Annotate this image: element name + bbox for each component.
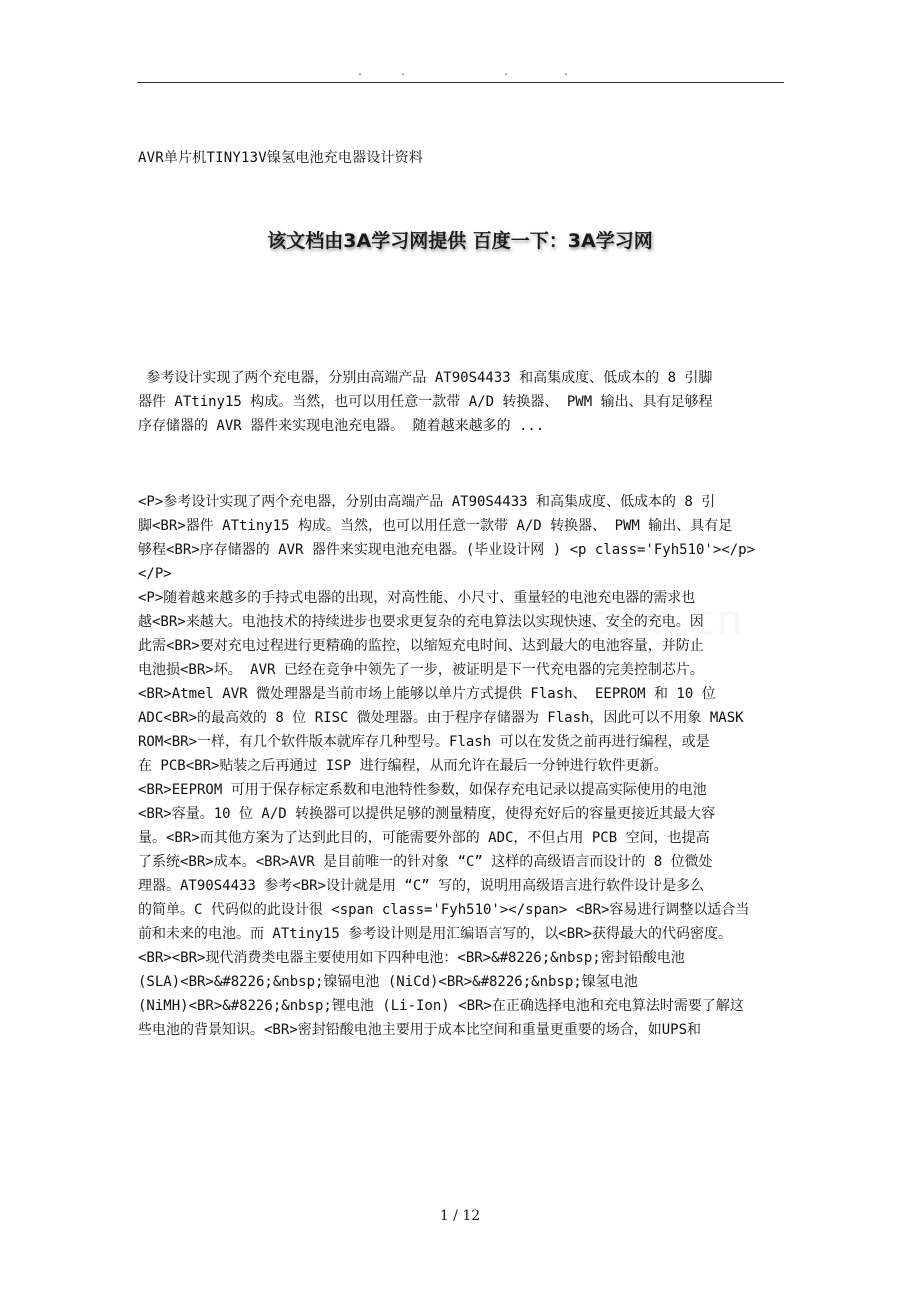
body-line: 电池损<BR>坏。 AVR 已经在竞争中领先了一步，被证明是下一代充电器的完美控制芯片。 [138,662,704,678]
body-line: 了系统<BR>成本。<BR>AVR 是目前唯一的针对象 “C” 这样的高级语言而设计的 8 位微处 [138,854,713,870]
body-line: (NiMH)<BR>&#8226;&nbsp;锂电池 (Li-Ion) <BR>在正确选择电池和充电算法时需要了解这 [138,998,744,1014]
header-dot: . [503,67,510,78]
body-line: (SLA)<BR>&#8226;&nbsp;镍镉电池 (NiCd)<BR>&#8226;&nbsp;镍氢电池 [138,974,638,990]
intro-paragraph [138,366,788,438]
body-line: ROM<BR>一样，有几个软件版本就库存几种型号。Flash 可以在发货之前再进行编程，或是 [138,734,710,750]
body-line: 些电池的背景知识。<BR>密封铅酸电池主要用于成本比空间和重量更重要的场合，如UPS和 [138,1022,701,1038]
body-line: <P>随着越来越多的手持式电器的出现，对高性能、小尺寸、重量轻的电池充电器的需求也 [138,590,696,606]
body-line: 理器。AT90S4433 参考<BR>设计就是用 “C” 写的，说明用高级语言进行软件设计是多么 [138,878,705,894]
document-title: AVR单片机TINY13V镍氢电池充电器设计资料 [138,150,424,166]
body-line: ADC<BR>的最高效的 8 位 RISC 微处理器。由于程序存储器为 Flash，因此可以不用象 MASK [138,710,744,726]
header-dot: . [357,67,364,78]
body-line: 量。<BR>而其他方案为了达到此目的，可能需要外部的 ADC，不但占用 PCB 空间，也提高 [138,830,710,846]
body-line: <P>参考设计实现了两个充电器，分别由高端产品 AT90S4433 和高集成度、低成本的 8 引 [138,494,716,510]
body-line: 的简单。C 代码似的此设计很 <span class='Fyh510'></span> <BR>容易进行调整以适合当 [138,902,750,918]
body-line: </P> [138,566,172,582]
header-dot: . [400,67,407,78]
body-line: <BR>容量。10 位 A/D 转换器可以提供足够的测量精度，使得充好后的容量更接近其最大容 [138,806,716,822]
body-paragraph [138,490,788,1042]
body-line: <BR><BR>现代消费类电器主要使用如下四种电池：<BR>&#8226;&nbsp;密封铅酸电池 [138,950,685,966]
body-line: 此需<BR>要对充电过程进行更精确的监控，以缩短充电时间、达到最大的电池容量，并防止 [138,638,704,654]
intro-line: 器件 ATtiny15 构成。当然，也可以用任意一款带 A/D 转换器、 PWM 输出、具有足够程 [138,394,713,410]
body-line: 在 PCB<BR>贴装之后再通过 ISP 进行编程，从而允许在最后一分钟进行软件更新。 [138,758,668,774]
header-rule [137,82,784,83]
intro-line: 序存储器的 AVR 器件来实现电池充电器。 随着越来越多的 ... [138,418,545,434]
body-line: <BR>EEPROM 可用于保存标定系数和电池特性参数，如保存充电记录以提高实际使用的电池 [138,782,707,798]
header-dot: . [563,67,570,78]
body-line: 越<BR>来越大。电池技术的持续进步也要求更复杂的充电算法以实现快速、安全的充电。因 [138,614,704,630]
body-line: 脚<BR>器件 ATtiny15 构成。当然，也可以用任意一款带 A/D 转换器、 PWM 输出、具有足 [138,518,733,534]
promo-banner: 该文档由3A学习网提供 百度一下：3A学习网 [267,230,653,252]
page-number: 1 / 12 [439,1208,481,1224]
header-dots [0,66,920,80]
body-line: <BR>Atmel AVR 微处理器是当前市场上能够以单片方式提供 Flash、 EEPROM 和 10 位 [138,686,716,702]
intro-line: 参考设计实现了两个充电器，分别由高端产品 AT90S4433 和高集成度、低成本的 8 引脚 [138,370,713,386]
body-line: 前和未来的电池。而 ATtiny15 参考设计则是用汇编语言写的，以<BR>获得最大的代码密度。 [138,926,732,942]
body-line: 够程<BR>序存储器的 AVR 器件来实现电池充电器。(毕业设计网 ) <p class='Fyh510'></p> [138,542,756,558]
